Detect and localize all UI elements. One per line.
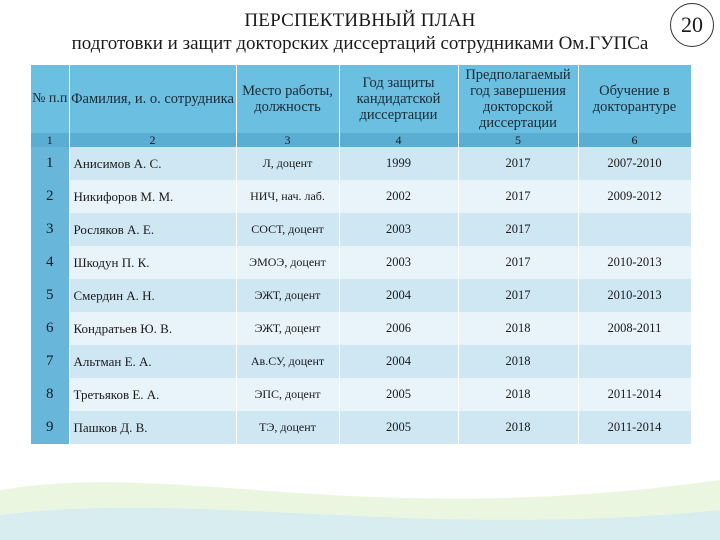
employee-name: Анисимов А. С. — [69, 147, 236, 180]
header-doc-year: Предполагаемый год завершения докторской диссертации — [458, 65, 578, 133]
doctoral-completion-year: 2018 — [458, 312, 578, 345]
doctoral-completion-year: 2017 — [458, 147, 578, 180]
table-header-row — [31, 65, 691, 133]
row-number: 9 — [31, 411, 69, 444]
workplace-position: ЭЖТ, доцент — [236, 279, 339, 312]
employee-name: Кондратьев Ю. В. — [69, 312, 236, 345]
doctoral-study-period — [578, 213, 691, 246]
row-number: 8 — [31, 378, 69, 411]
doctoral-completion-year: 2017 — [458, 180, 578, 213]
doctoral-completion-year: 2017 — [458, 213, 578, 246]
row-number: 7 — [31, 345, 69, 378]
doctoral-completion-year: 2018 — [458, 378, 578, 411]
dissertation-plan-table — [31, 65, 692, 444]
candidate-defense-year: 2005 — [339, 411, 458, 444]
doctoral-study-period: 2010-2013 — [578, 246, 691, 279]
doctoral-completion-year: 2017 — [458, 246, 578, 279]
doctoral-study-period: 2011-2014 — [578, 411, 691, 444]
title-line-2: подготовки и защит докторских диссертаций сотрудниками Ом.ГУПСа — [71, 33, 649, 54]
employee-name: Шкодун П. К. — [69, 246, 236, 279]
employee-name: Никифоров М. М. — [69, 180, 236, 213]
row-number: 6 — [31, 312, 69, 345]
index-cell: 3 — [236, 133, 339, 147]
workplace-position: ТЭ, доцент — [236, 411, 339, 444]
table-row — [31, 345, 691, 378]
row-number: 3 — [31, 213, 69, 246]
workplace-position: Ав.СУ, доцент — [236, 345, 339, 378]
employee-name: Альтман Е. А. — [69, 345, 236, 378]
header-study: Обучение в докторантуре — [578, 65, 691, 133]
row-number: 4 — [31, 246, 69, 279]
doctoral-study-period: 2008-2011 — [578, 312, 691, 345]
employee-name: Пашков Д. В. — [69, 411, 236, 444]
workplace-position: ЭМОЭ, доцент — [236, 246, 339, 279]
index-cell: 4 — [339, 133, 458, 147]
table-row — [31, 147, 691, 180]
doctoral-study-period: 2009-2012 — [578, 180, 691, 213]
table-row — [31, 378, 691, 411]
candidate-defense-year: 2003 — [339, 213, 458, 246]
row-number: 5 — [31, 279, 69, 312]
table-row — [31, 246, 691, 279]
workplace-position: Л, доцент — [236, 147, 339, 180]
candidate-defense-year: 2004 — [339, 279, 458, 312]
index-cell: 5 — [458, 133, 578, 147]
doctoral-completion-year: 2018 — [458, 411, 578, 444]
header-place: Место работы, должность — [236, 65, 339, 133]
page-number-badge: 20 — [670, 3, 714, 47]
candidate-defense-year: 2006 — [339, 312, 458, 345]
doctoral-study-period — [578, 345, 691, 378]
doctoral-study-period: 2007-2010 — [578, 147, 691, 180]
index-cell: 6 — [578, 133, 691, 147]
index-cell: 2 — [69, 133, 236, 147]
candidate-defense-year: 2004 — [339, 345, 458, 378]
table-row — [31, 411, 691, 444]
candidate-defense-year: 2005 — [339, 378, 458, 411]
doctoral-completion-year: 2018 — [458, 345, 578, 378]
employee-name: Смердин А. Н. — [69, 279, 236, 312]
workplace-position: СОСТ, доцент — [236, 213, 339, 246]
page-title — [0, 10, 720, 56]
doctoral-study-period: 2010-2013 — [578, 279, 691, 312]
header-cand-year: Год защиты кандидатской диссертации — [339, 65, 458, 133]
table-row — [31, 312, 691, 345]
row-number: 2 — [31, 180, 69, 213]
candidate-defense-year: 1999 — [339, 147, 458, 180]
row-number: 1 — [31, 147, 69, 180]
header-name: Фамилия, и. о. сотрудника — [69, 65, 236, 133]
employee-name: Третьяков Е. А. — [69, 378, 236, 411]
title-line-1: ПЕРСПЕКТИВНЫЙ ПЛАН — [244, 10, 476, 31]
doctoral-study-period: 2011-2014 — [578, 378, 691, 411]
workplace-position: ЭЖТ, доцент — [236, 312, 339, 345]
doctoral-completion-year: 2017 — [458, 279, 578, 312]
employee-name: Росляков А. Е. — [69, 213, 236, 246]
column-index-row — [31, 133, 691, 147]
workplace-position: ЭПС, доцент — [236, 378, 339, 411]
header-number: № п.п — [31, 65, 69, 133]
index-cell: 1 — [31, 133, 69, 147]
table-row — [31, 180, 691, 213]
candidate-defense-year: 2003 — [339, 246, 458, 279]
workplace-position: НИЧ, нач. лаб. — [236, 180, 339, 213]
table-row — [31, 279, 691, 312]
candidate-defense-year: 2002 — [339, 180, 458, 213]
table-row — [31, 213, 691, 246]
